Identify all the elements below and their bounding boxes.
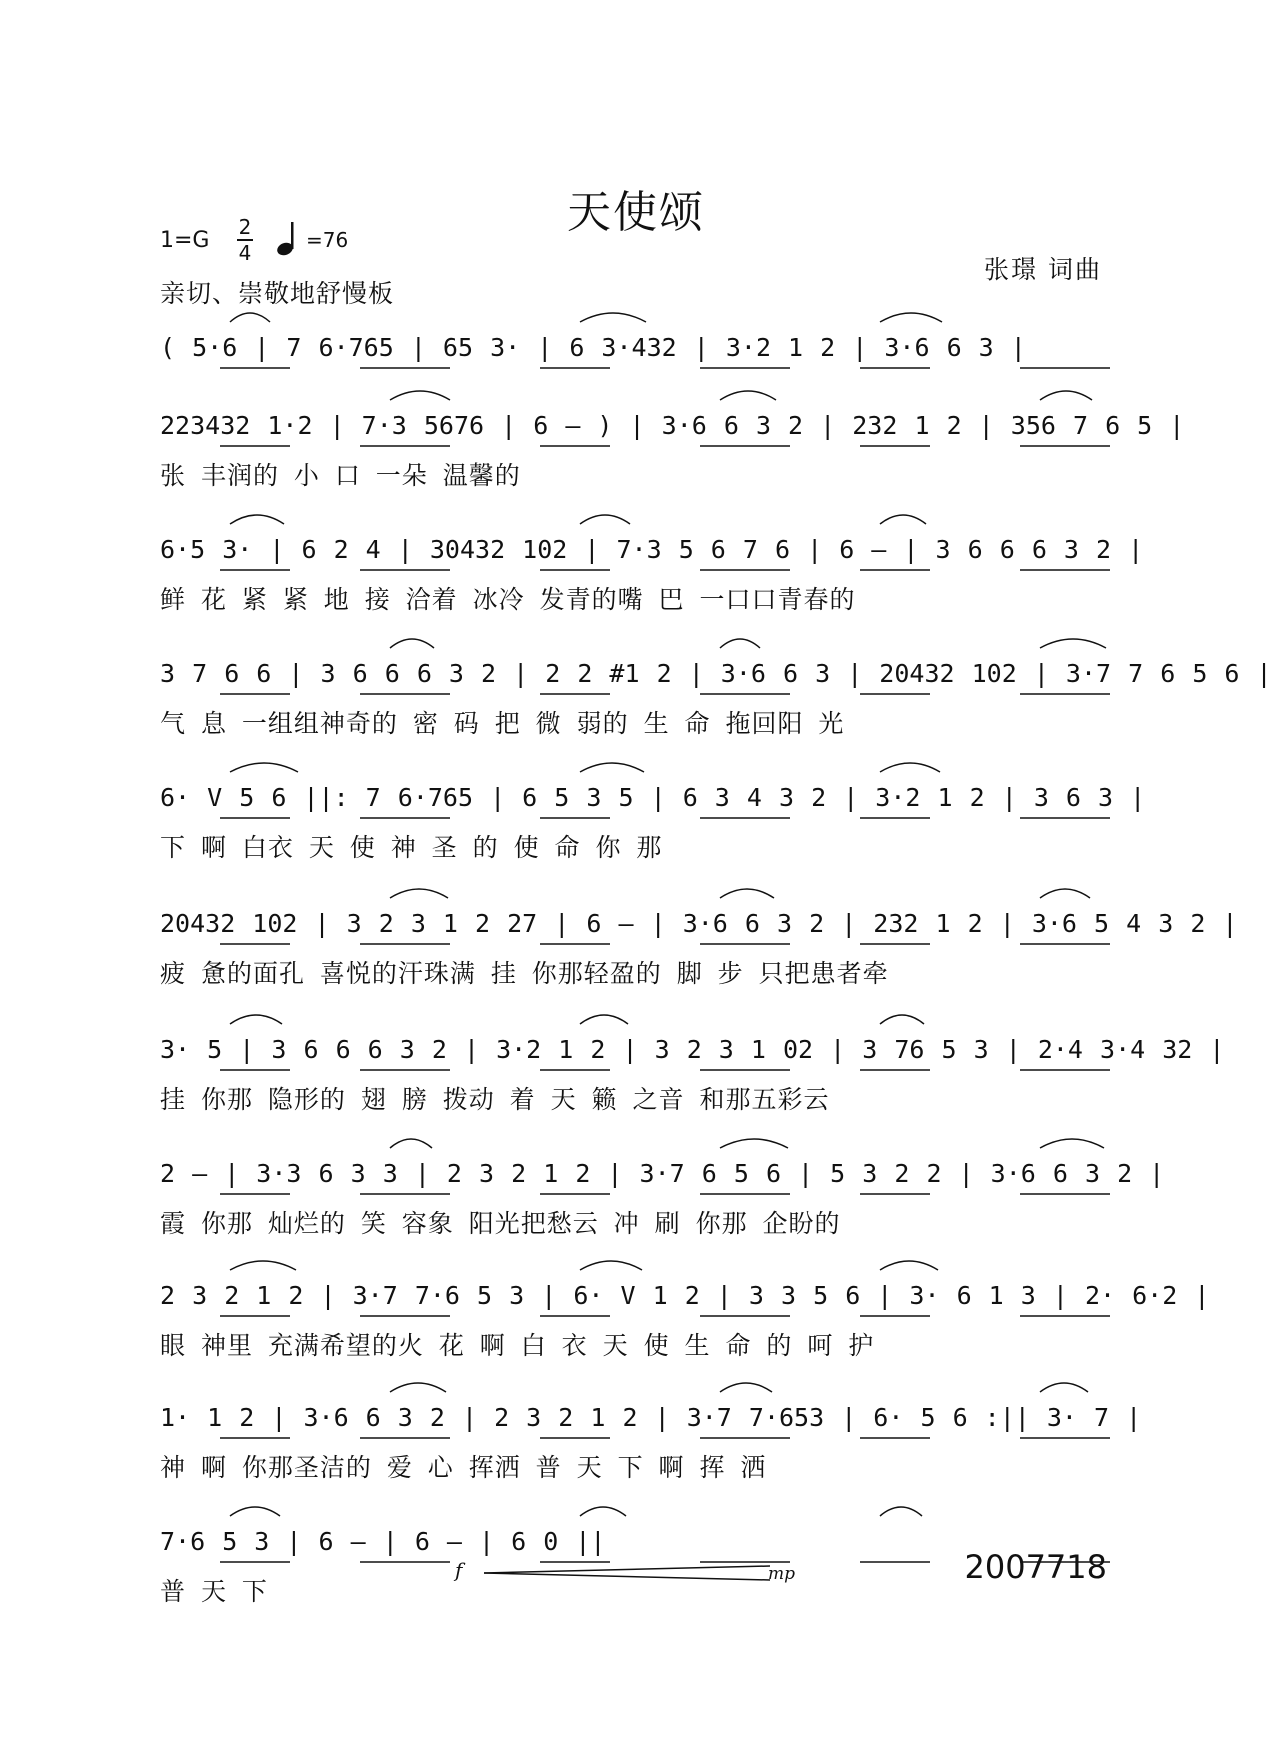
slur-marks bbox=[160, 876, 1122, 902]
jianpu-notes: 6·5 3· | 6 2 4 | 30432 102 | 7·3 5 6 7 6 | 6 – | 3 6 6 6 3 2 | bbox=[160, 535, 1144, 564]
slur-marks bbox=[160, 502, 1122, 528]
jianpu-notes: 1· 1 2 | 3·6 6 3 2 | 2 3 2 1 2 | 3·7 7·653 | 6· 5 6 :|| 3· 7 | bbox=[160, 1403, 1142, 1432]
tempo-marking: =76 bbox=[306, 228, 349, 252]
lyrics-line: 霞 你那 灿烂的 笑 容象 阳光把愁云 冲 刷 你那 企盼的 bbox=[160, 1209, 841, 1238]
lyrics-line: 疲 惫的面孔 喜悦的汗珠满 挂 你那轻盈的 脚 步 只把患者牵 bbox=[160, 959, 889, 988]
rhythm-underlines bbox=[160, 692, 1122, 700]
rhythm-underlines bbox=[160, 816, 1122, 824]
composer-credit: 张璟 词曲 bbox=[984, 255, 1102, 284]
jianpu-notes: ( 5·6 | 7 6·765 | 65 3· | 6 3·432 | 3·2 1 2 | 3·6 6 3 | bbox=[160, 333, 1026, 362]
slur-marks bbox=[160, 300, 1122, 326]
lyrics-line: 张 丰润的 小 口 一朵 温馨的 bbox=[160, 461, 521, 490]
expression-marking: 亲切、崇敬地舒慢板 bbox=[160, 279, 395, 308]
slur-marks bbox=[160, 1494, 1122, 1520]
rhythm-underlines bbox=[160, 942, 1122, 950]
lyrics-line: 下 啊 白衣 天 使 神 圣 的 使 命 你 那 bbox=[160, 833, 663, 862]
decrescendo-hairpin bbox=[470, 1563, 790, 1583]
jianpu-notes: 223432 1·2 | 7·3 5676 | 6 – ) | 3·6 6 3 2 | 232 1 2 | 356 7 6 5 | bbox=[160, 411, 1185, 440]
key-signature: 1=G bbox=[160, 228, 210, 253]
rhythm-underlines bbox=[160, 1068, 1122, 1076]
slur-marks bbox=[160, 1126, 1122, 1152]
rhythm-underlines bbox=[160, 366, 1122, 374]
jianpu-notes: 6· V 5 6 ||: 7 6·765 | 6 5 3 5 | 6 3 4 3 2 | 3·2 1 2 | 3 6 3 | bbox=[160, 783, 1146, 812]
rhythm-underlines bbox=[160, 1436, 1122, 1444]
date-stamp: 2007718 bbox=[964, 1548, 1107, 1586]
slur-marks bbox=[160, 750, 1122, 776]
slur-marks bbox=[160, 1248, 1122, 1274]
lyrics-line: 神 啊 你那圣洁的 爱 心 挥洒 普 天 下 啊 挥 洒 bbox=[160, 1453, 767, 1482]
jianpu-notes: 3 7 6 6 | 3 6 6 6 3 2 | 2 2 #1 2 | 3·6 6 3 | 20432 102 | 3·7 7 6 5 6 | bbox=[160, 659, 1272, 688]
lyrics-line: 普 天 下 bbox=[160, 1577, 268, 1606]
slur-marks bbox=[160, 626, 1122, 652]
time-signature-top: 2 bbox=[238, 215, 252, 239]
quarter-note-icon bbox=[276, 220, 302, 256]
jianpu-notes: 20432 102 | 3 2 3 1 2 27 | 6 – | 3·6 6 3 2 | 232 1 2 | 3·6 5 4 3 2 | bbox=[160, 909, 1238, 938]
jianpu-notes: 3· 5 | 3 6 6 6 3 2 | 3·2 1 2 | 3 2 3 1 02 | 3 76 5 3 | 2·4 3·4 32 | bbox=[160, 1035, 1225, 1064]
song-title: 天使颂 bbox=[567, 187, 705, 238]
rhythm-underlines bbox=[160, 568, 1122, 576]
rhythm-underlines bbox=[160, 444, 1122, 452]
rhythm-underlines bbox=[160, 1314, 1122, 1322]
dynamic-end: mp bbox=[768, 1564, 796, 1584]
time-signature-bottom: 4 bbox=[238, 241, 252, 265]
jianpu-notes: 2 3 2 1 2 | 3·7 7·6 5 3 | 6· V 1 2 | 3 3 5 6 | 3· 6 1 3 | 2· 6·2 | bbox=[160, 1281, 1210, 1310]
lyrics-line: 气 息 一组组神奇的 密 码 把 微 弱的 生 命 拖回阳 光 bbox=[160, 709, 845, 738]
slur-marks bbox=[160, 378, 1122, 404]
lyrics-line: 眼 神里 充满希望的火 花 啊 白 衣 天 使 生 命 的 呵 护 bbox=[160, 1331, 875, 1360]
jianpu-notes: 2 – | 3·3 6 3 3 | 2 3 2 1 2 | 3·7 6 5 6 | 5 3 2 2 | 3·6 6 3 2 | bbox=[160, 1159, 1165, 1188]
lyrics-line: 鲜 花 紧 紧 地 接 洽着 冰冷 发青的嘴 巴 一口口青春的 bbox=[160, 585, 856, 614]
lyrics-line: 挂 你那 隐形的 翅 膀 拨动 着 天 籁 之音 和那五彩云 bbox=[160, 1085, 830, 1114]
slur-marks bbox=[160, 1002, 1122, 1028]
dynamic-start: f bbox=[455, 1558, 463, 1582]
rhythm-underlines bbox=[160, 1192, 1122, 1200]
time-signature bbox=[236, 216, 254, 264]
slur-marks bbox=[160, 1370, 1122, 1396]
jianpu-notes: 7·6 5 3 | 6 – | 6 – | 6 0 || bbox=[160, 1527, 606, 1556]
